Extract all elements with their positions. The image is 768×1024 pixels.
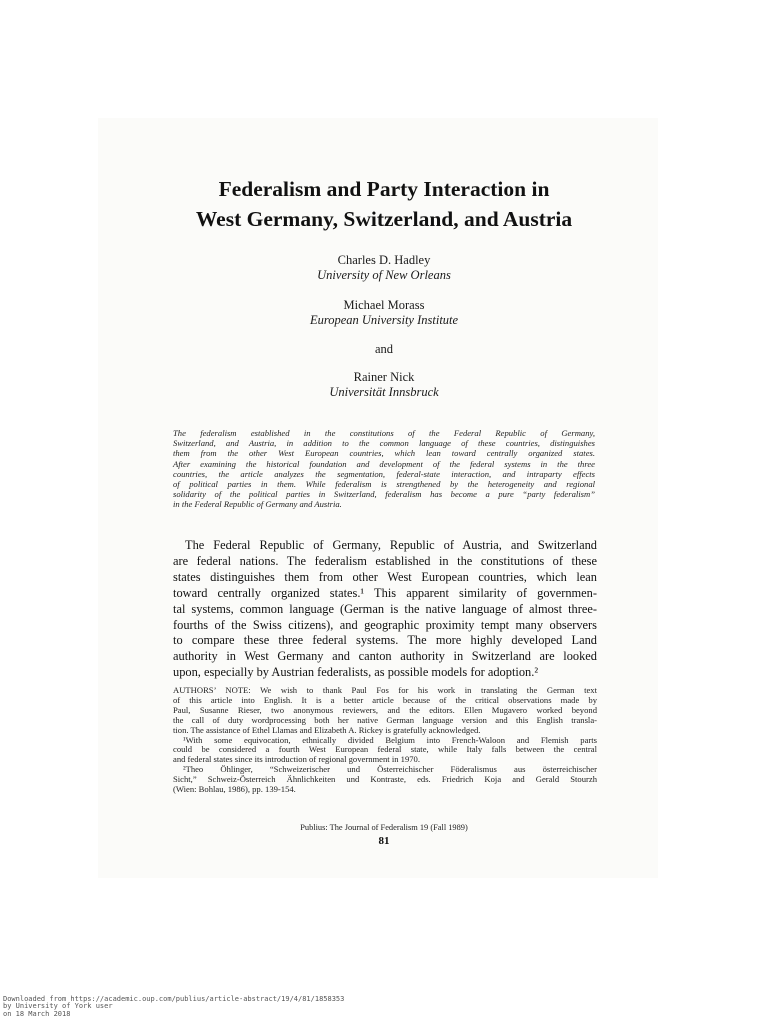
authors-note-line: tion. The assistance of Ethel Llamas and Elizabeth A. Rickey is gratefully acknowledged. (173, 724, 481, 735)
page-number: 81 (378, 835, 390, 847)
authors-conjunction: and (374, 342, 394, 356)
download-line: Downloaded from https://academic.oup.com/publius/article-abstract/19/4/81/1858353 (3, 995, 345, 1003)
abstract-line: The federalism established in the constitutions of the Federal Republic of Germany, (173, 428, 595, 438)
author-block-2 (0, 298, 768, 328)
abstract-line: in the Federal Republic of Germany and Austria. (173, 499, 342, 510)
author-block-3 (0, 370, 768, 400)
author-name: Charles D. Hadley (337, 253, 431, 267)
body-line: tal systems, common language (German is the native language of almost three- (173, 601, 597, 616)
body-line: authority in West Germany and canton authority in Switzerland are looked (173, 649, 597, 664)
body-line: upon, especially by Austrian federalists, as possible models for adoption.² (173, 665, 539, 680)
footnote-2-line: Sicht,” Schweiz-Österreich Ähnlichkeiten und Kontraste, eds. Friedrich Koja and Gerald Stourzh (173, 774, 597, 785)
title-line-1: Federalism and Party Interaction in (218, 177, 550, 201)
author-name: Michael Morass (343, 298, 425, 312)
body-line: states distinguishes them from other West European countries, which lean (173, 569, 597, 584)
abstract-line: of political parties in them. While federalism is strengthened by the heterogeneity and regional (173, 479, 595, 490)
footnote-1-line: and federal states since its introduction of regional government in 1970. (173, 754, 421, 765)
author-name: Rainer Nick (353, 370, 415, 384)
journal-citation: Publius: The Journal of Federalism 19 (Fall 1989) (300, 823, 468, 832)
authors-note-line: of this article into English. It is a better article because of the critical observations made by (173, 694, 597, 705)
author-block-1 (0, 253, 768, 283)
download-line: on 18 March 2018 (3, 1009, 71, 1018)
download-watermark (3, 996, 344, 1018)
author-affiliation: European University Institute (309, 313, 459, 327)
body-line: to compare these three federal systems. The more highly developed Land (173, 633, 597, 648)
authors-note-line: AUTHORS’ NOTE: We wish to thank Paul Fos for his work in translating the German text (173, 685, 597, 695)
article-title (0, 174, 768, 234)
abstract-line: After examining the historical foundation and development of the federal systems in the three (173, 458, 595, 469)
download-line: by University of York user (3, 1002, 113, 1011)
abstract-line: countries, the article analyzes the segmentation, federal-state interaction, and intraparty effects (173, 468, 595, 479)
title-line-2: West Germany, Switzerland, and Austria (195, 207, 573, 231)
author-affiliation: University of New Orleans (317, 268, 451, 282)
body-line: The Federal Republic of Germany, Republic of Austria, and Switzerland (185, 538, 597, 552)
author-affiliation: Universität Innsbruck (329, 385, 439, 399)
abstract (173, 428, 595, 510)
body-paragraph (173, 538, 597, 681)
abstract-line: them from the other West European countries, which lean toward centrally organized states. (173, 448, 595, 459)
abstract-line: Switzerland, and Austria, in addition to the common language of these countries, distinguishes (173, 438, 595, 449)
footnote-1-line: ¹With some equivocation, ethnically divided Belgium into French-Waloon and Flemish parts (183, 734, 597, 745)
footnotes (173, 686, 597, 795)
body-line: fourths of the Swiss citizens), and geographic proximity tempt many observers (173, 617, 597, 632)
footnote-1-line: could be considered a fourth West European federal state, while Italy falls between the central (173, 744, 597, 755)
authors-note-line: Paul, Susanne Rieser, two anonymous reviewers, and the editors. Ellen Mugavero worked beyond (173, 704, 597, 715)
authors-note-line: the call of duty wordprocessing both her native German language version and this English transla- (173, 714, 597, 725)
body-line: are federal nations. The federalism established in the constitutions of these (173, 553, 597, 568)
body-line: toward centrally organized states.¹ This apparent similarity of governmen- (173, 585, 597, 600)
footnote-2-line: ²Theo Öhlinger, “Schweizerischer und Österreichischer Föderalismus aus österreichischer (183, 764, 597, 775)
abstract-line: solidarity of the political parties in Switzerland, federalism has become a pure “party federalism” (173, 489, 595, 500)
footnote-2-line: (Wien: Bohlau, 1986), pp. 139-154. (173, 784, 296, 795)
